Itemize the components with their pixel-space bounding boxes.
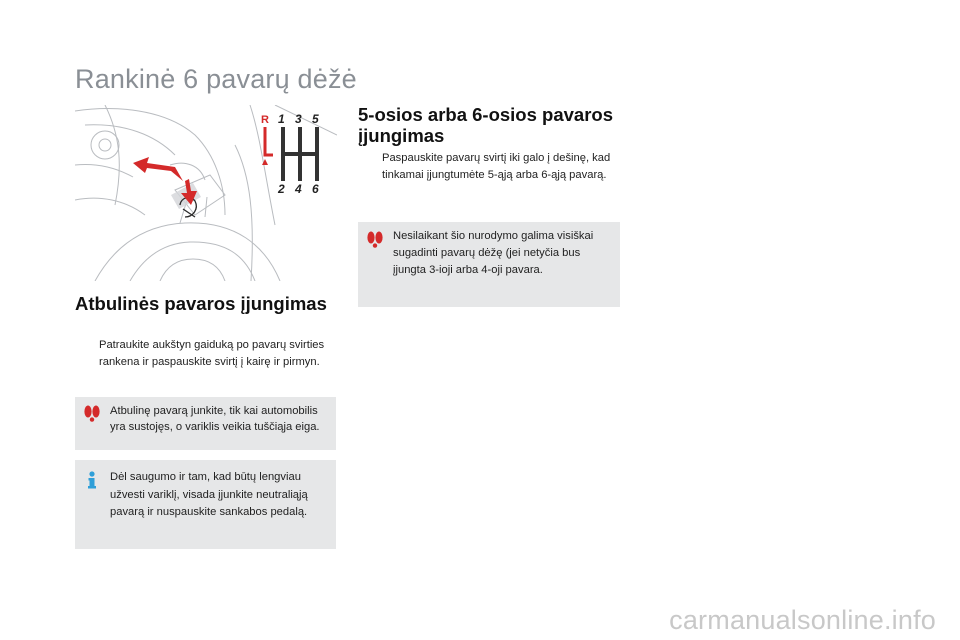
reverse-gear-instruction-text: Patraukite aukštyn gaiduką po pavarų svirties rankena ir paspauskite svirtį į kairę ir pirmyn. [99,339,325,368]
fifth-sixth-gear-instruction [361,150,621,184]
gear-label-1: 1 [278,112,285,126]
fifth-sixth-gear-warning-text: Nesilaikant šio nurodymo galima visiškai sugadinti pavarų dėžę (jei netyčia bus įjungta 3-ioji arba 4-oji pavara. [393,230,594,276]
gear-label-4: 4 [295,182,302,196]
warning-icon [367,231,383,248]
shift-pattern [261,112,319,196]
reverse-gear-heading: Atbulinės pavaros įjungimas [75,293,327,314]
gear-label-R: R [261,114,269,126]
gear-label-6: 6 [312,182,319,196]
fifth-sixth-gear-heading: 5-osios arba 6-osios pavaros įjungimas [358,104,613,146]
gear-label-2: 2 [278,182,285,196]
info-icon [84,471,100,489]
gear-label-5: 5 [312,112,319,126]
fifth-sixth-gear-instruction-text: Paspauskite pavarų svirtį iki galo į dešinę, kad tinkamai įjungtumėte 5-ąją arba 6-ąją pavarą. [382,152,611,181]
neutral-start-info-box [75,460,336,549]
warning-icon [84,405,100,422]
gear-lever-illustration [75,105,337,281]
neutral-start-info-text: Dėl saugumo ir tam, kad būtų lengviau užvesti variklį, visada įjunkite neutraliąją pavarą ir nuspauskite sankabos pedalą. [110,471,308,518]
reverse-gear-warning-text: Atbulinę pavarą junkite, tik kai automobilis yra sustojęs, o variklis veikia tuščiąja eiga. [110,405,320,433]
direction-arrow-left [133,157,183,181]
watermark: carmanualsonline.info [669,605,936,635]
reverse-gear-instruction [78,337,340,371]
reverse-gear-warning-box [75,397,336,450]
page-title: Rankinė 6 pavarų dėžė [75,64,357,94]
fifth-sixth-gear-warning-box [358,222,620,307]
gear-label-3: 3 [295,112,302,126]
gearbox-drawing [75,105,337,281]
